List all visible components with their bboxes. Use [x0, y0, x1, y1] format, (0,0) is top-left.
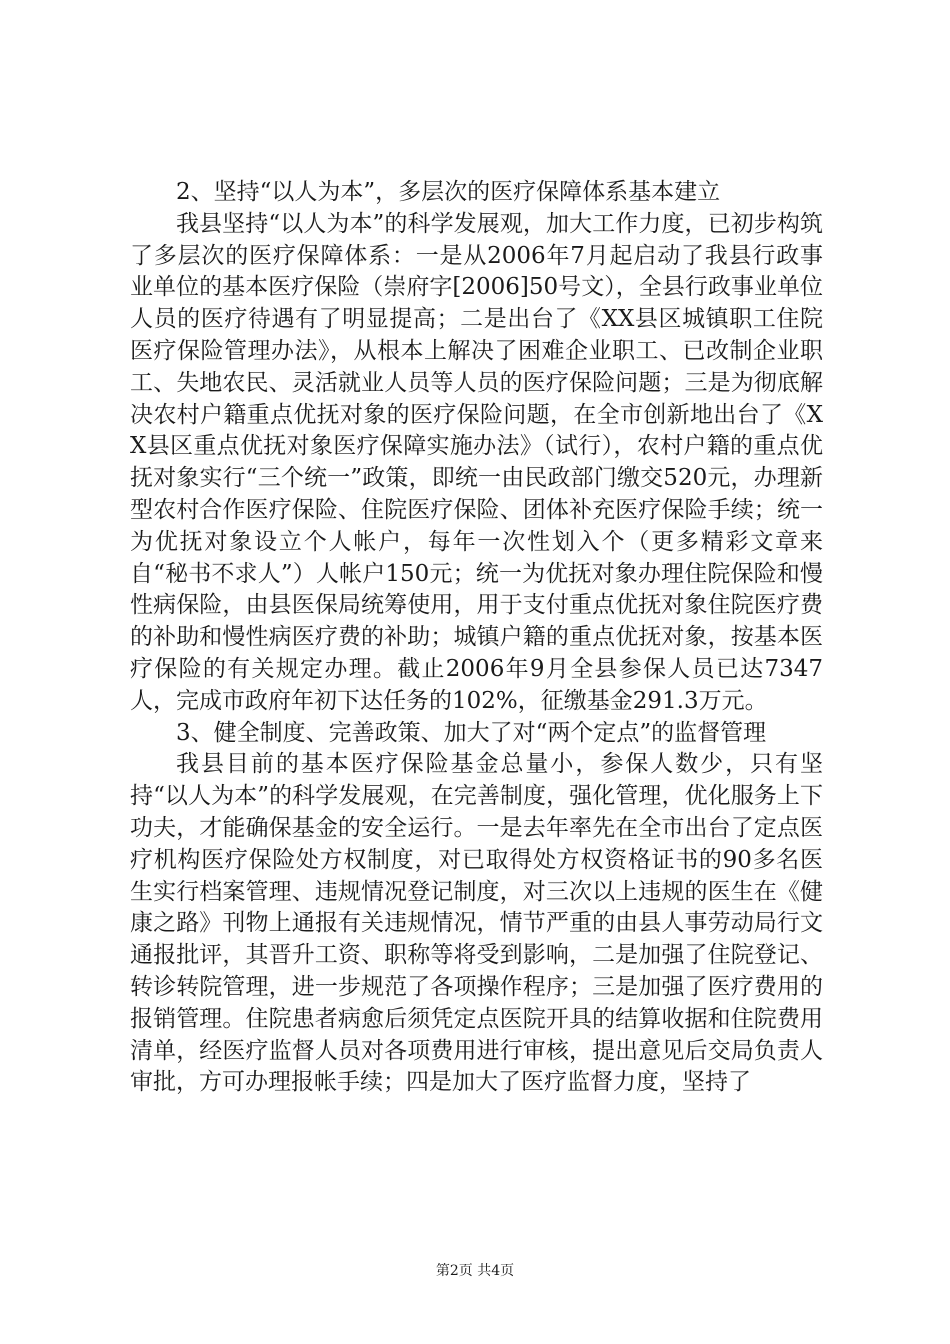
- document-body: [130, 177, 823, 1099]
- section-2-heading: 2、坚持“以人为本”，多层次的医疗保障体系基本建立: [176, 179, 721, 205]
- section-3-paragraph: 我县目前的基本医疗保险基金总量小，参保人数少，只有坚持“以人为本”的科学发展观，在完善制度，强化管理，优化服务上下功夫，才能确保基金的安全运行。一是去年率先在全市出台了定点医疗机构医疗保险处方权制度，对已取得处方权资格证书的90多名医生实行档案管理、违规情况登记制度，对三次以上违规的医生在《健康之路》刊物上通报有关违规情况，情节严重的由县人事劳动局行文通报批评，其晋升工资、职称等将受到影响，二是加强了住院登记、转诊转院管理，进一步规范了各项操作程序；三是加强了医疗费用的报销管理。住院患者病愈后须凭定点医院开具的结算收据和住院费用清单，经医疗监督人员对各项费用进行审核，提出意见后交局负责人审批，方可办理报帐手续；四是加大了医疗监督力度，坚持了: [130, 751, 823, 1096]
- page-footer: 第2页 共4页: [435, 1263, 515, 1279]
- section-2-paragraph: 我县坚持“以人为本”的科学发展观，加大工作力度，已初步构筑了多层次的医疗保障体系：一是从2006年7月起启动了我县行政事业单位的基本医疗保险（崇府字[2006]50号文），全县行政事业单位人员的医疗待遇有了明显提高；二是出台了《XX县区城镇职工住院医疗保险管理办法》，从根本上解决了困难企业职工、已改制企业职工、失地农民、灵活就业人员等人员的医疗保险问题；三是为彻底解决农村户籍重点优抚对象的医疗保险问题，在全市创新地出台了《XX县区重点优抚对象医疗保障实施办法》（试行），农村户籍的重点优抚对象实行“三个统一”政策，即统一由民政部门缴交520元，办理新型农村合作医疗保险、住院医疗保险、团体补充医疗保险手续；统一为优抚对象设立个人帐户，每年一次性划入个（更多精彩文章来自“秘书不求人”）人帐户150元；统一为优抚对象办理住院保险和慢性病保险，由县医保局统筹使用，用于支付重点优抚对象住院医疗费的补助和慢性病医疗费的补助；城镇户籍的重点优抚对象，按基本医疗保险的有关规定办理。截止2006年9月全县参保人员已达7347人，完成市政府年初下达任务的102%，征缴基金291.3万元。: [130, 210, 823, 714]
- section-3-heading: 3、健全制度、完善政策、加大了对“两个定点”的监督管理: [176, 719, 767, 746]
